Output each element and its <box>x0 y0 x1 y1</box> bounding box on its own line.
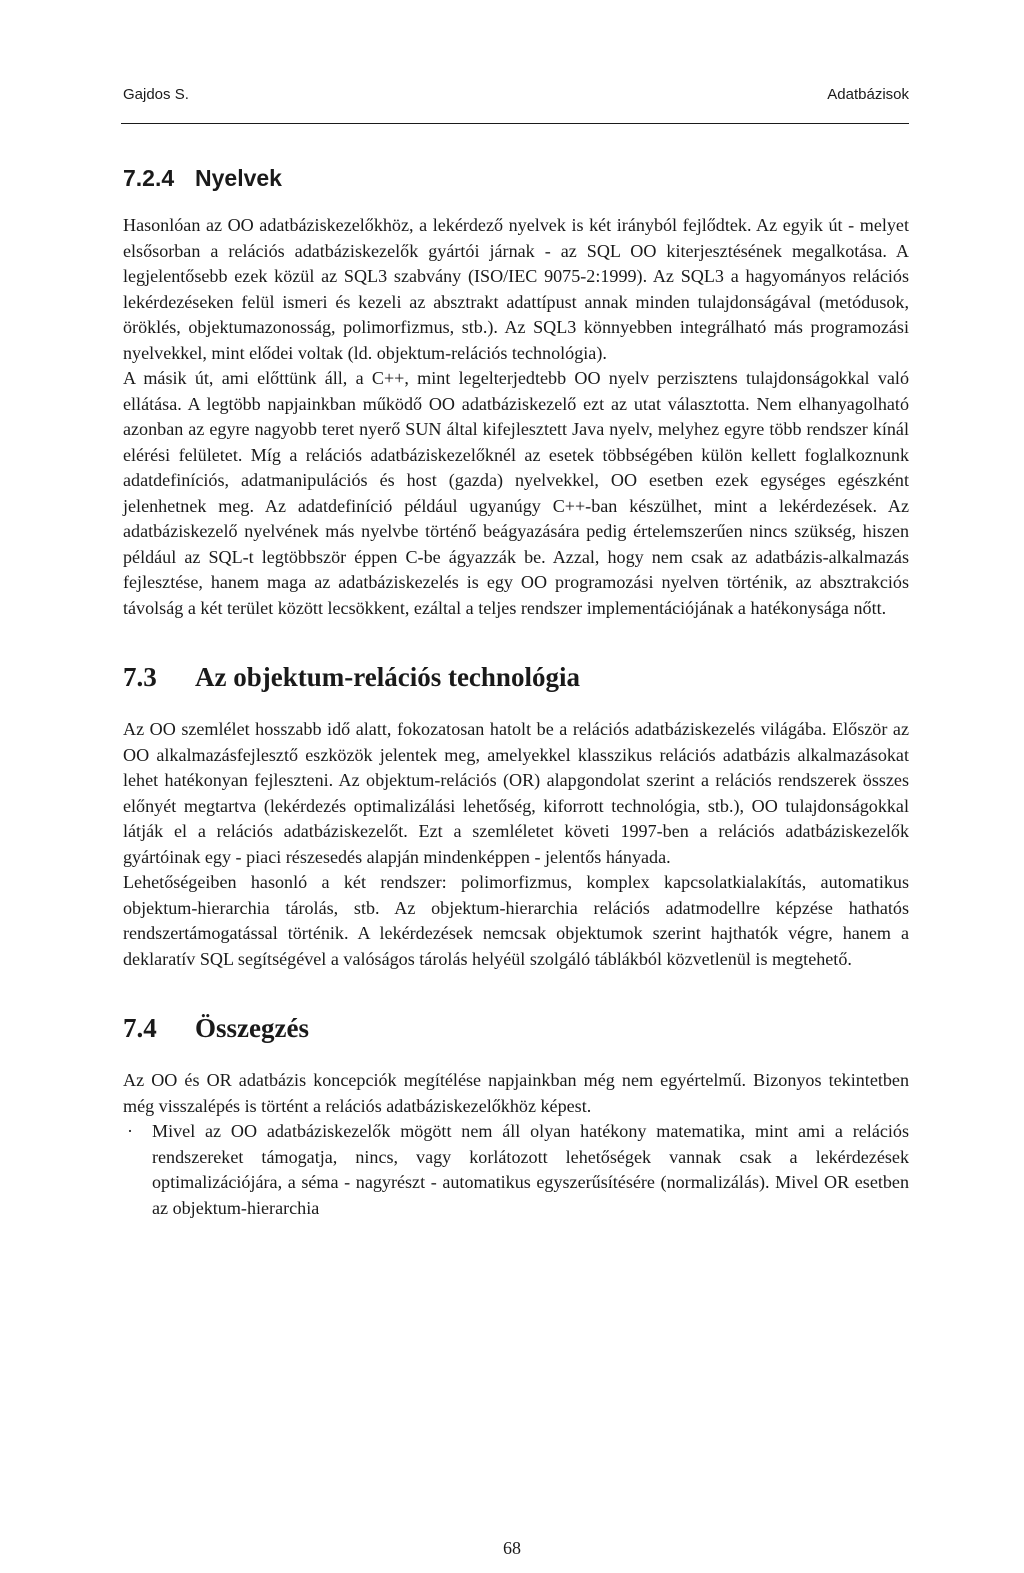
section-number: 7.4 <box>123 1013 157 1043</box>
paragraph: Az OO és OR adatbázis koncepciók megítélése napjainkban még nem egyértelmű. Bizonyos tekintetben még visszalépés is történt a relációs adatbáziskezelőkhöz képest. <box>123 1070 909 1116</box>
page-body <box>123 163 909 1221</box>
section-title: Az objektum-relációs technológia <box>195 662 580 692</box>
bullet-marker: · <box>127 1121 134 1141</box>
section-title: Nyelvek <box>195 165 282 191</box>
section-number: 7.2.4 <box>123 165 175 191</box>
section-heading-7-3 <box>123 661 909 693</box>
bullet-item <box>123 1119 909 1221</box>
section-heading-7-2-4 <box>123 163 909 193</box>
header-author: Gajdos S. <box>123 86 189 103</box>
bullet-text: Mivel az OO adatbáziskezelők mögött nem áll olyan hatékony matematika, mint ami a relációs rendszereket támogatja, nincs, vagy korlátozott lehetőségek vannak csak a lekérdezések optimalizációjára, a séma - nagyrészt - automatikus egyszerűsítésére (normalizálás). Mivel OR esetben az objektum-hierarchia <box>152 1121 909 1218</box>
header-rule <box>121 123 909 124</box>
paragraph: Hasonlóan az OO adatbáziskezelőkhöz, a lekérdező nyelvek is két irányból fejlődtek. Az egyik út - melyet elsősorban a relációs adatbáziskezelők gyártói járnak - az SQL OO kiterjesztésének megalkotása. A legjelentősebb ezek közül az SQL3 szabvány (ISO/IEC 9075-2:1999). Az SQL3 a hagyományos relációs lekérdezéseken felül ismeri és kezeli az absztrakt adattípust annak minden tulajdonságával (metódusok, öröklés, objektumazonosság, polimorfizmus, stb.). Az SQL3 könnyebben integrálható más programozási nyelvekkel, mint elődei voltak (ld. objektum-relációs technológia). <box>123 215 909 363</box>
section-number: 7.3 <box>123 662 157 692</box>
paragraph: A másik út, ami előttünk áll, a C++, mint legelterjedtebb OO nyelv perzisztens tulajdonságokkal való ellátása. A legtöbb napjainkban működő OO adatbáziskezelő ezt az utat választotta. Nem elhanyagolható azonban az egyre nagyobb teret nyerő SUN által kifejlesztett Java nyelv, melyhez egyre több rendszer kínál elérési felületet. Míg a relációs adatbáziskezelőknél az esetek többségében külön kellett foglalkoznunk adatdefiníciós, adatmanipulációs és host (gazda) nyelvekkel, OO esetben ezek egységes egészként jelenhetnek meg. Az adatdefiníció például ugyanúgy C++-ban készülhet, mint a lekérdezések. Az adatbáziskezelő nyelvének más nyelvbe történő beágyazására pedig értelemszerűen nincs szükség, hiszen például az SQL-t legtöbbször éppen C-be ágyazzák be. Azzal, hogy nem csak az adatbázis-alkalmazás fejlesztése, hanem maga az adatbáziskezelés is egy OO programozási nyelven történik, az absztrakciós távolság a két terület között lecsökkent, ezáltal a teljes rendszer implementációjának a hatékonysága nőtt. <box>123 368 909 618</box>
paragraph: Lehetőségeiben hasonló a két rendszer: polimorfizmus, komplex kapcsolatkialakítás, automatikus objektum-hierarchia tárolás, stb. Az objektum-hierarchia relációs adatmodellre képzése hathatós rendszertámogatással történik. A lekérdezések nemcsak objektumok szerint hajthatók végre, hanem a deklaratív SQL segítségével a valóságos tárolás helyéül szolgáló táblákból közvetlenül is megtehető. <box>123 872 909 969</box>
section-heading-7-4 <box>123 1012 909 1044</box>
section-title: Összegzés <box>195 1013 309 1043</box>
paragraph: Az OO szemlélet hosszabb idő alatt, fokozatosan hatolt be a relációs adatbáziskezelés világába. Először az OO alkalmazásfejlesztő eszközök jelentek meg, amelyekkel klasszikus relációs adatbázis alkalmazásokat lehet hatékonyan fejleszteni. Az objektum-relációs (OR) alapgondolat szerint a relációs rendszerek összes előnyét megtartva (lekérdezés optimalizálási lehetőség, kiforrott technológia, stb.), OO tulajdonságokkal látják el a relációs adatbáziskezelőt. Ezt a szemléletet követi 1997-ben a relációs adatbáziskezelők gyártóinak egy - piaci részesedés alapján mindenképpen - jelentős hányada. <box>123 719 909 867</box>
page-number: 68 <box>503 1538 521 1558</box>
header-title: Adatbázisok <box>827 86 909 103</box>
